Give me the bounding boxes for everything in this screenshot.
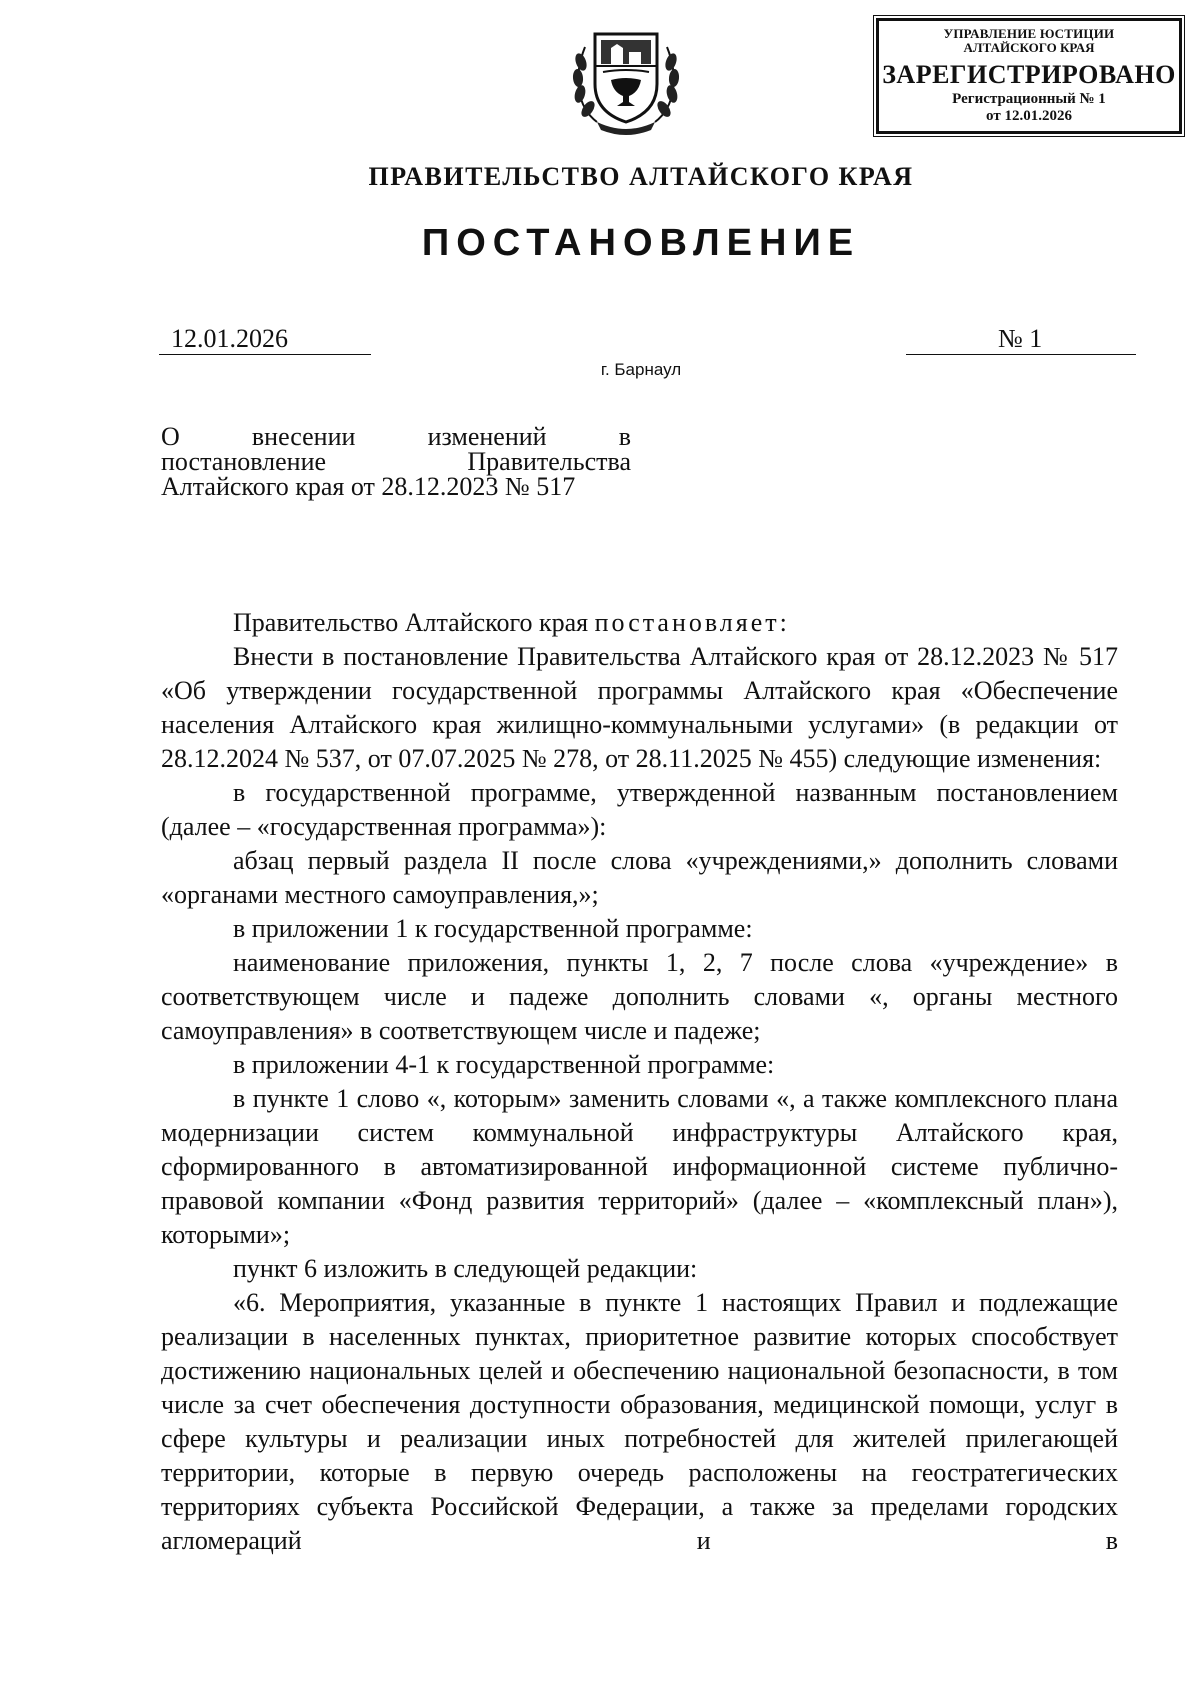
body-paragraph-decree: [161, 606, 1118, 640]
body-paragraph-9: «6. Мероприятия, указанные в пункте 1 настоящих Правил и подлежащие реализации в населенных пунктах, приоритетное развитие которых способствует достижению национальных целей и обеспечению национальной безопасности, в том числе за счет обеспечения доступности образования, медицинской помощи, услуг в сфере культуры и реализации иных потребностей для жителей прилегающей территории, которые в первую очередь расположены на геостратегических территориях субъекта Российской Федерации, а также за пределами городских агломераций и в: [161, 1288, 1118, 1555]
stamp-registration-number: Регистрационный № 1: [952, 91, 1106, 107]
coat-of-arms-emblem: [567, 22, 685, 138]
subject-line-3: Алтайского края от 28.12.2023 № 517: [161, 472, 576, 501]
decree-verb: постановляет: [594, 608, 780, 637]
document-number: № 1: [906, 324, 1136, 355]
subject-word: постановление: [161, 447, 327, 476]
registration-stamp: [876, 18, 1182, 134]
subject-line-2: [161, 449, 631, 474]
stamp-authority-line2: АЛТАЙСКОГО КРАЯ: [963, 40, 1095, 55]
stamp-registration-date: от 12.01.2026: [986, 108, 1072, 124]
document-subject: [161, 424, 631, 499]
stamp-authority-line1: УПРАВЛЕНИЕ ЮСТИЦИИ: [943, 26, 1115, 41]
document-type-title: ПОСТАНОВЛЕНИЕ: [421, 222, 861, 264]
stamp-status: ЗАРЕГИСТРИРОВАНО: [882, 60, 1176, 89]
body-paragraph-5: наименование приложения, пункты 1, 2, 7 после слова «учреждение» в соответствующем числе и падеже дополнить словами «, органы местного самоуправления» в соответствующем числе и падеже;: [161, 948, 1118, 1045]
body-paragraph-6: в приложении 4-1 к государственной программе:: [233, 1050, 775, 1079]
decree-colon: :: [779, 608, 787, 637]
body-paragraph-3: абзац первый раздела II после слова «учреждениями,» дополнить словами «органами местного самоуправления,»;: [161, 846, 1118, 909]
body-paragraph-1: Внести в постановление Правительства Алтайского края от 28.12.2023 № 517 «Об утверждении государственной программы Алтайского края «Обеспечение населения Алтайского края жилищно-коммунальными услугами» (в редакции от 28.12.2024 № 537, от 07.07.2025 № 278, от 28.11.2025 № 455) следующие изменения:: [161, 642, 1118, 773]
subject-word: в: [618, 422, 631, 451]
subject-line-1: [161, 424, 631, 449]
government-title: ПРАВИТЕЛЬСТВО АЛТАЙСКОГО КРАЯ: [368, 162, 914, 191]
document-city: г. Барнаул: [600, 360, 682, 379]
document-body: [161, 606, 1118, 1558]
body-paragraph-7: в пункте 1 слово «, которым» заменить словами «, а также комплексного плана модернизации систем коммунальной инфраструктуры Алтайского края, сформированного в автоматизированной информационной системе публично-правовой компании «Фонд развития территорий» (далее – «комплексный план»), которыми»;: [161, 1084, 1118, 1249]
subject-word: внесении: [251, 422, 356, 451]
subject-word: Правительства: [467, 447, 631, 476]
body-paragraph-2: в государственной программе, утвержденной названным постановлением (далее – «государственная программа»):: [161, 778, 1118, 841]
subject-word: изменений: [427, 422, 547, 451]
decree-lead: Правительство Алтайского края: [233, 608, 595, 637]
body-paragraph-4: в приложении 1 к государственной программе:: [233, 914, 753, 943]
document-date: 12.01.2026: [159, 324, 371, 355]
subject-word: О: [161, 422, 180, 451]
body-paragraph-8: пункт 6 изложить в следующей редакции:: [233, 1254, 698, 1283]
